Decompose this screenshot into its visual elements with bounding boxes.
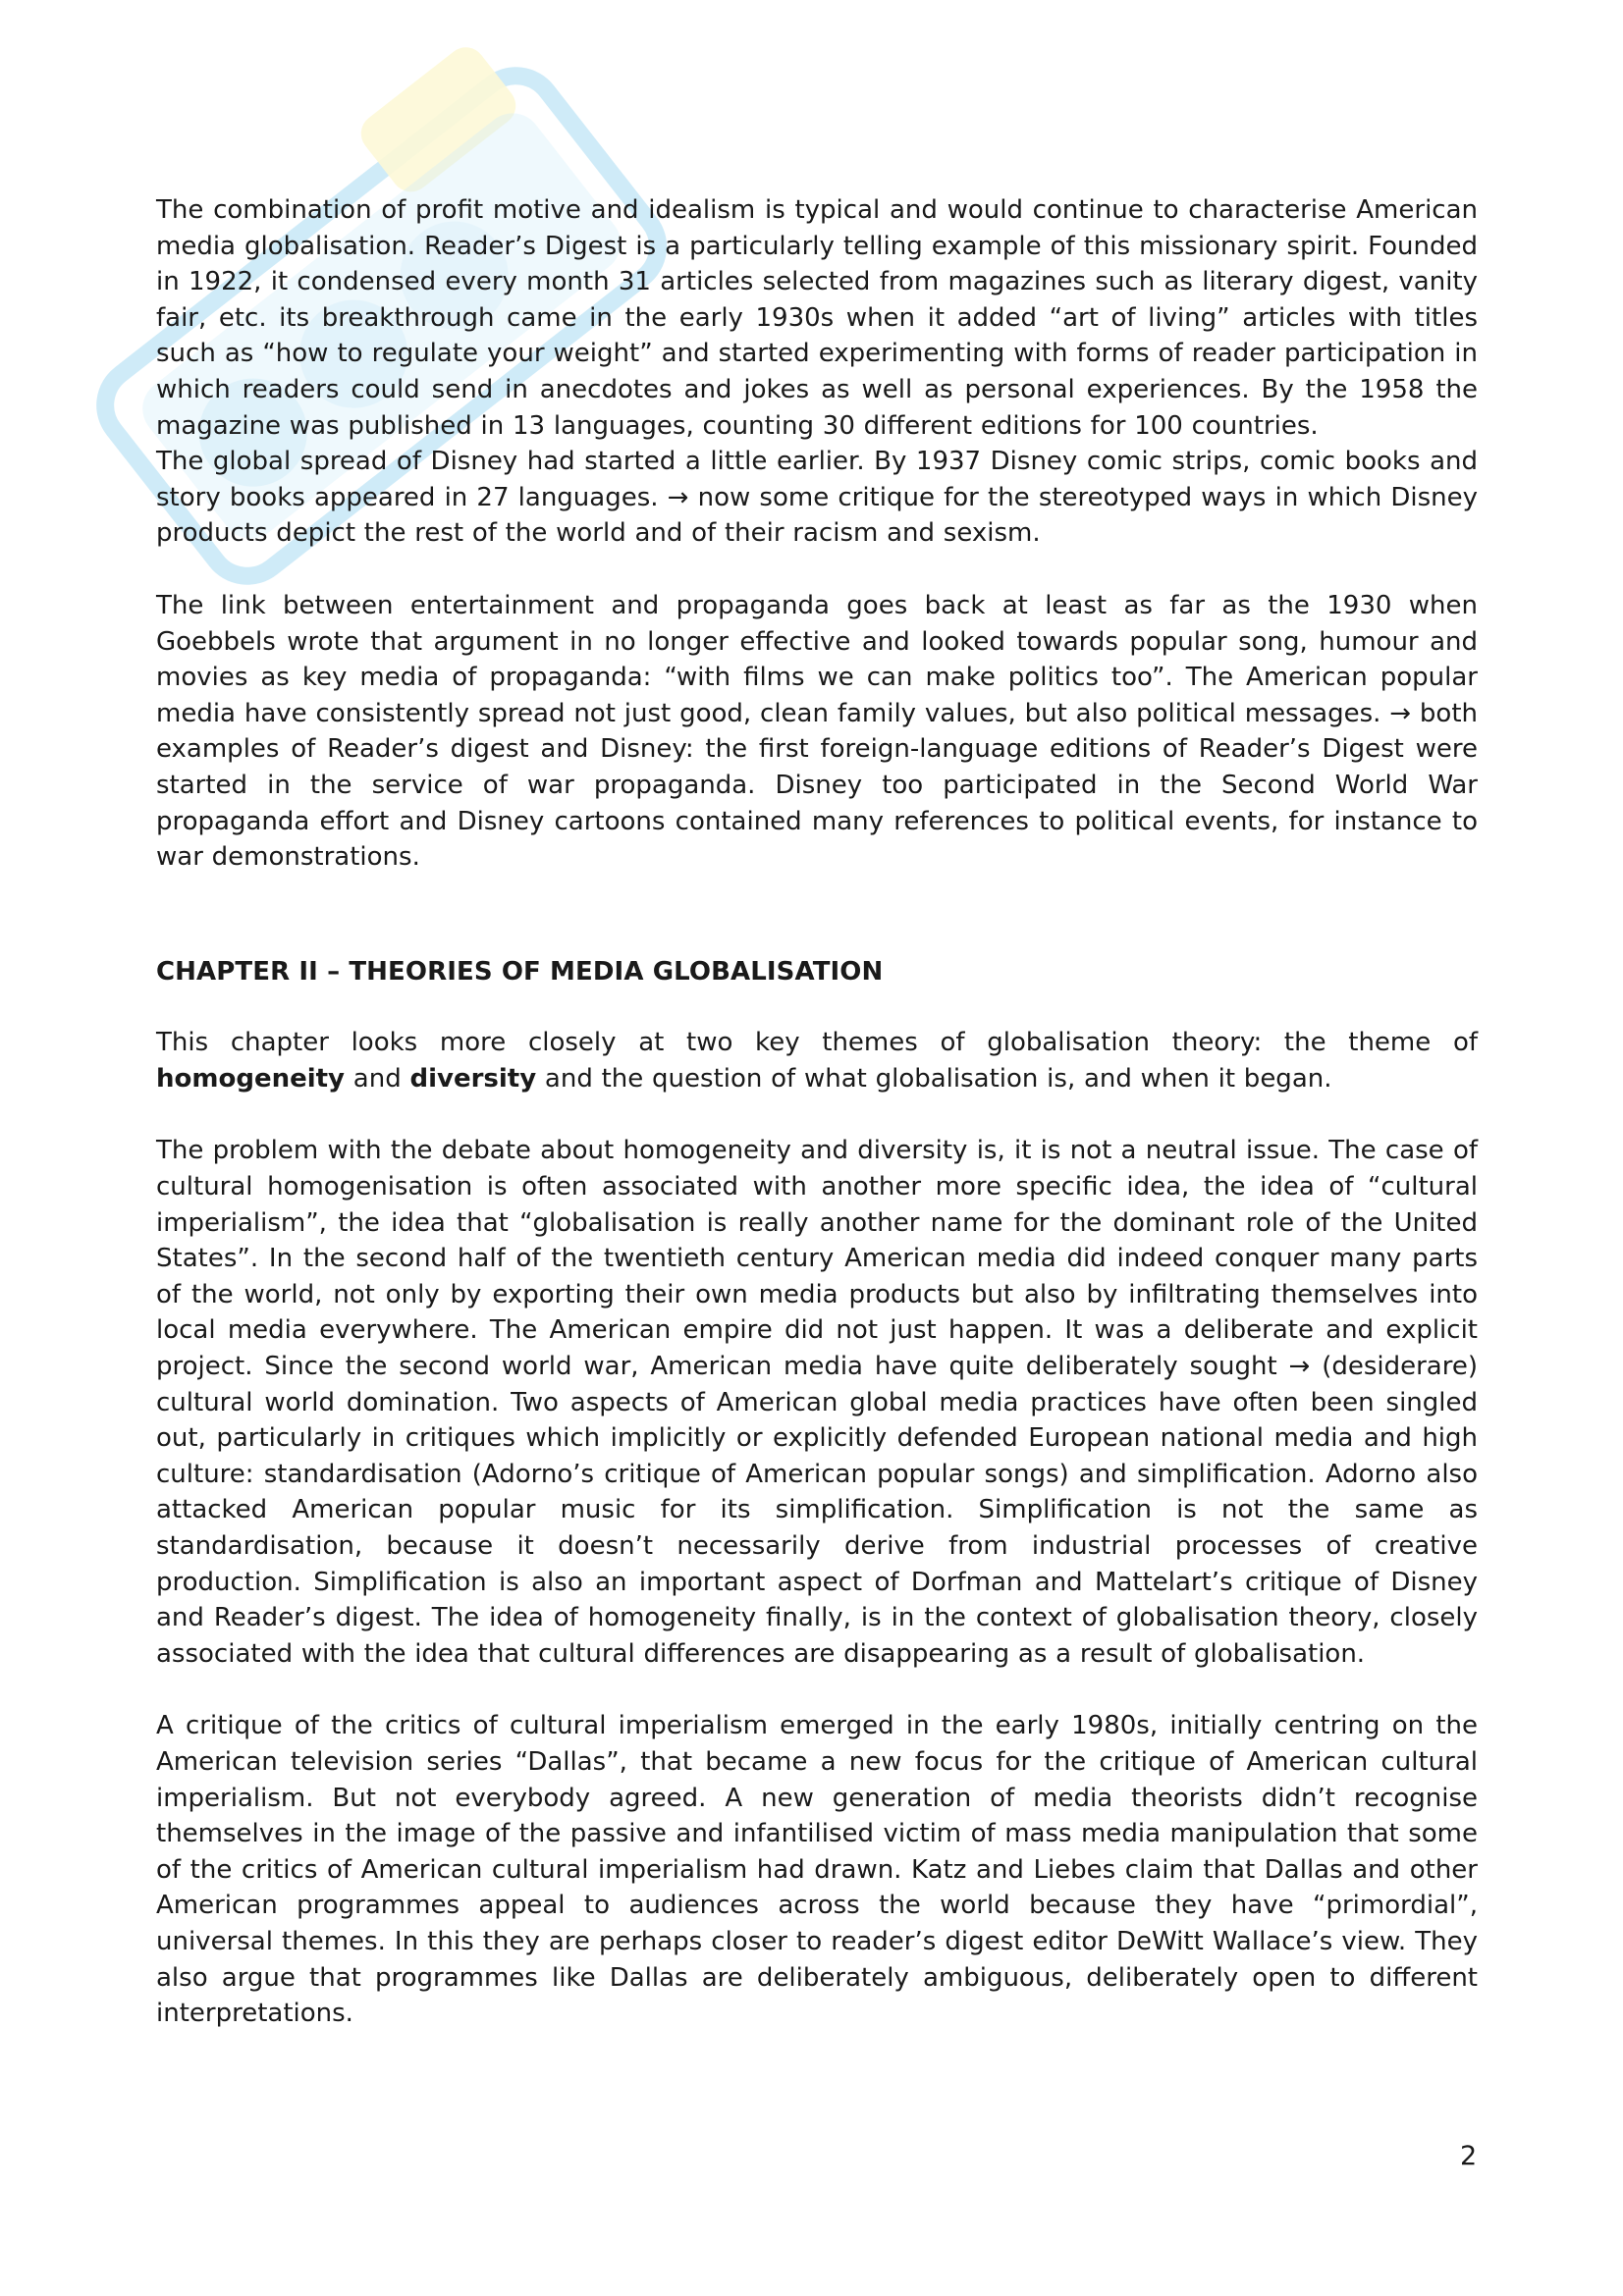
intro-text-e: and the question of what globalisation is, and when it began. xyxy=(536,1063,1332,1094)
page-number: 2 xyxy=(1460,2141,1478,2171)
document-body xyxy=(156,192,1478,2032)
term-homogeneity: homogeneity xyxy=(156,1063,346,1094)
paragraph-entertainment-propaganda: The link between entertainment and propaganda goes back at least as far as the 1930 when Goebbels wrote that argument in no longer effective and looked towards popular song, humour and movies as key media of propaganda: “with films we can make politics too”. The American popular media have consistently spread not just good, clean family values, but also political messages. → both examples of Reader’s digest and Disney: the first foreign-language editions of Reader’s Digest were started in the service of war propaganda. Disney too participated in the Second World War propaganda effort and Disney cartoons contained many references to political events, for instance to war demonstrations. xyxy=(156,590,1478,873)
paragraph-readers-digest: The combination of profit motive and idealism is typical and would continue to characterise American media globalisation. Reader’s Digest is a particularly telling example of this missionary spirit. Founded in 1922, it condensed every month 31 articles selected from magazines such as literary digest, vanity fair, etc. its breakthrough came in the early 1930s when it added “art of living” articles with titles such as “how to regulate your weight” and started experimenting with forms of reader participation in which readers could send in anecdotes and jokes as well as personal experiences. By the 1958 the magazine was published in 13 languages, counting 30 different editions for 100 countries. xyxy=(156,195,1478,441)
term-diversity: diversity xyxy=(409,1063,537,1094)
paragraph-chapter-intro xyxy=(156,1025,1478,1096)
paragraph-disney-spread: The global spread of Disney had started a little earlier. By 1937 Disney comic strips, comic books and story books appeared in 27 languages. → now some critique for the stereotyped ways in which Disney products depict the rest of the world and of their racism and sexism. xyxy=(156,447,1478,549)
paragraph-dallas-critique: A critique of the critics of cultural imperialism emerged in the early 1980s, initially centring on the American television series “Dallas”, that became a new focus for the critique of American cultural imperialism. But not everybody agreed. A new generation of media theorists didn’t recognise themselves in the image of the passive and infantilised victim of mass media manipulation that some of the critics of American cultural imperialism had drawn. Katz and Liebes claim that Dallas and other American programmes appeal to audiences across the world because they have “primordial”, universal themes. In this they are perhaps closer to reader’s digest editor DeWitt Wallace’s view. They also argue that programmes like Dallas are deliberately ambiguous, deliberately open to different interpretations. xyxy=(156,1711,1478,2029)
intro-text-a: This chapter looks more closely at two key themes of globalisation theory: the theme of xyxy=(156,1028,1478,1058)
paragraph-homogeneity-debate: The problem with the debate about homogeneity and diversity is, it is not a neutral issue. The case of cultural homogenisation is often associated with another more specific idea, the idea of “cultural imperialism”, the idea that “globalisation is really another name for the dominant role of the United States”. In the second half of the twentieth century American media did indeed conquer many parts of the world, not only by exporting their own media products but also by infiltrating themselves into local media everywhere. The American empire did not just happen. It was a deliberate and explicit project. Since the second world war, American media have quite deliberately sought → (desiderare) cultural world domination. Two aspects of American global media practices have often been singled out, particularly in critiques which implicitly or explicitly defended European national media and high culture: standardisation (Adorno’s critique of American popular songs) and simplification. Adorno also attacked American popular music for its simplification. Simplification is not the same as standardisation, because it doesn’t necessarily derive from industrial processes of creative production. Simplification is also an important aspect of Dorfman and Mattelart’s critique of Disney and Reader’s digest. The idea of homogeneity finally, is in the context of globalisation theory, closely associated with the idea that cultural differences are disappearing as a result of globalisation. xyxy=(156,1136,1478,1669)
intro-text-c: and xyxy=(345,1063,410,1094)
chapter-heading: CHAPTER II – THEORIES OF MEDIA GLOBALISATION xyxy=(156,956,884,987)
